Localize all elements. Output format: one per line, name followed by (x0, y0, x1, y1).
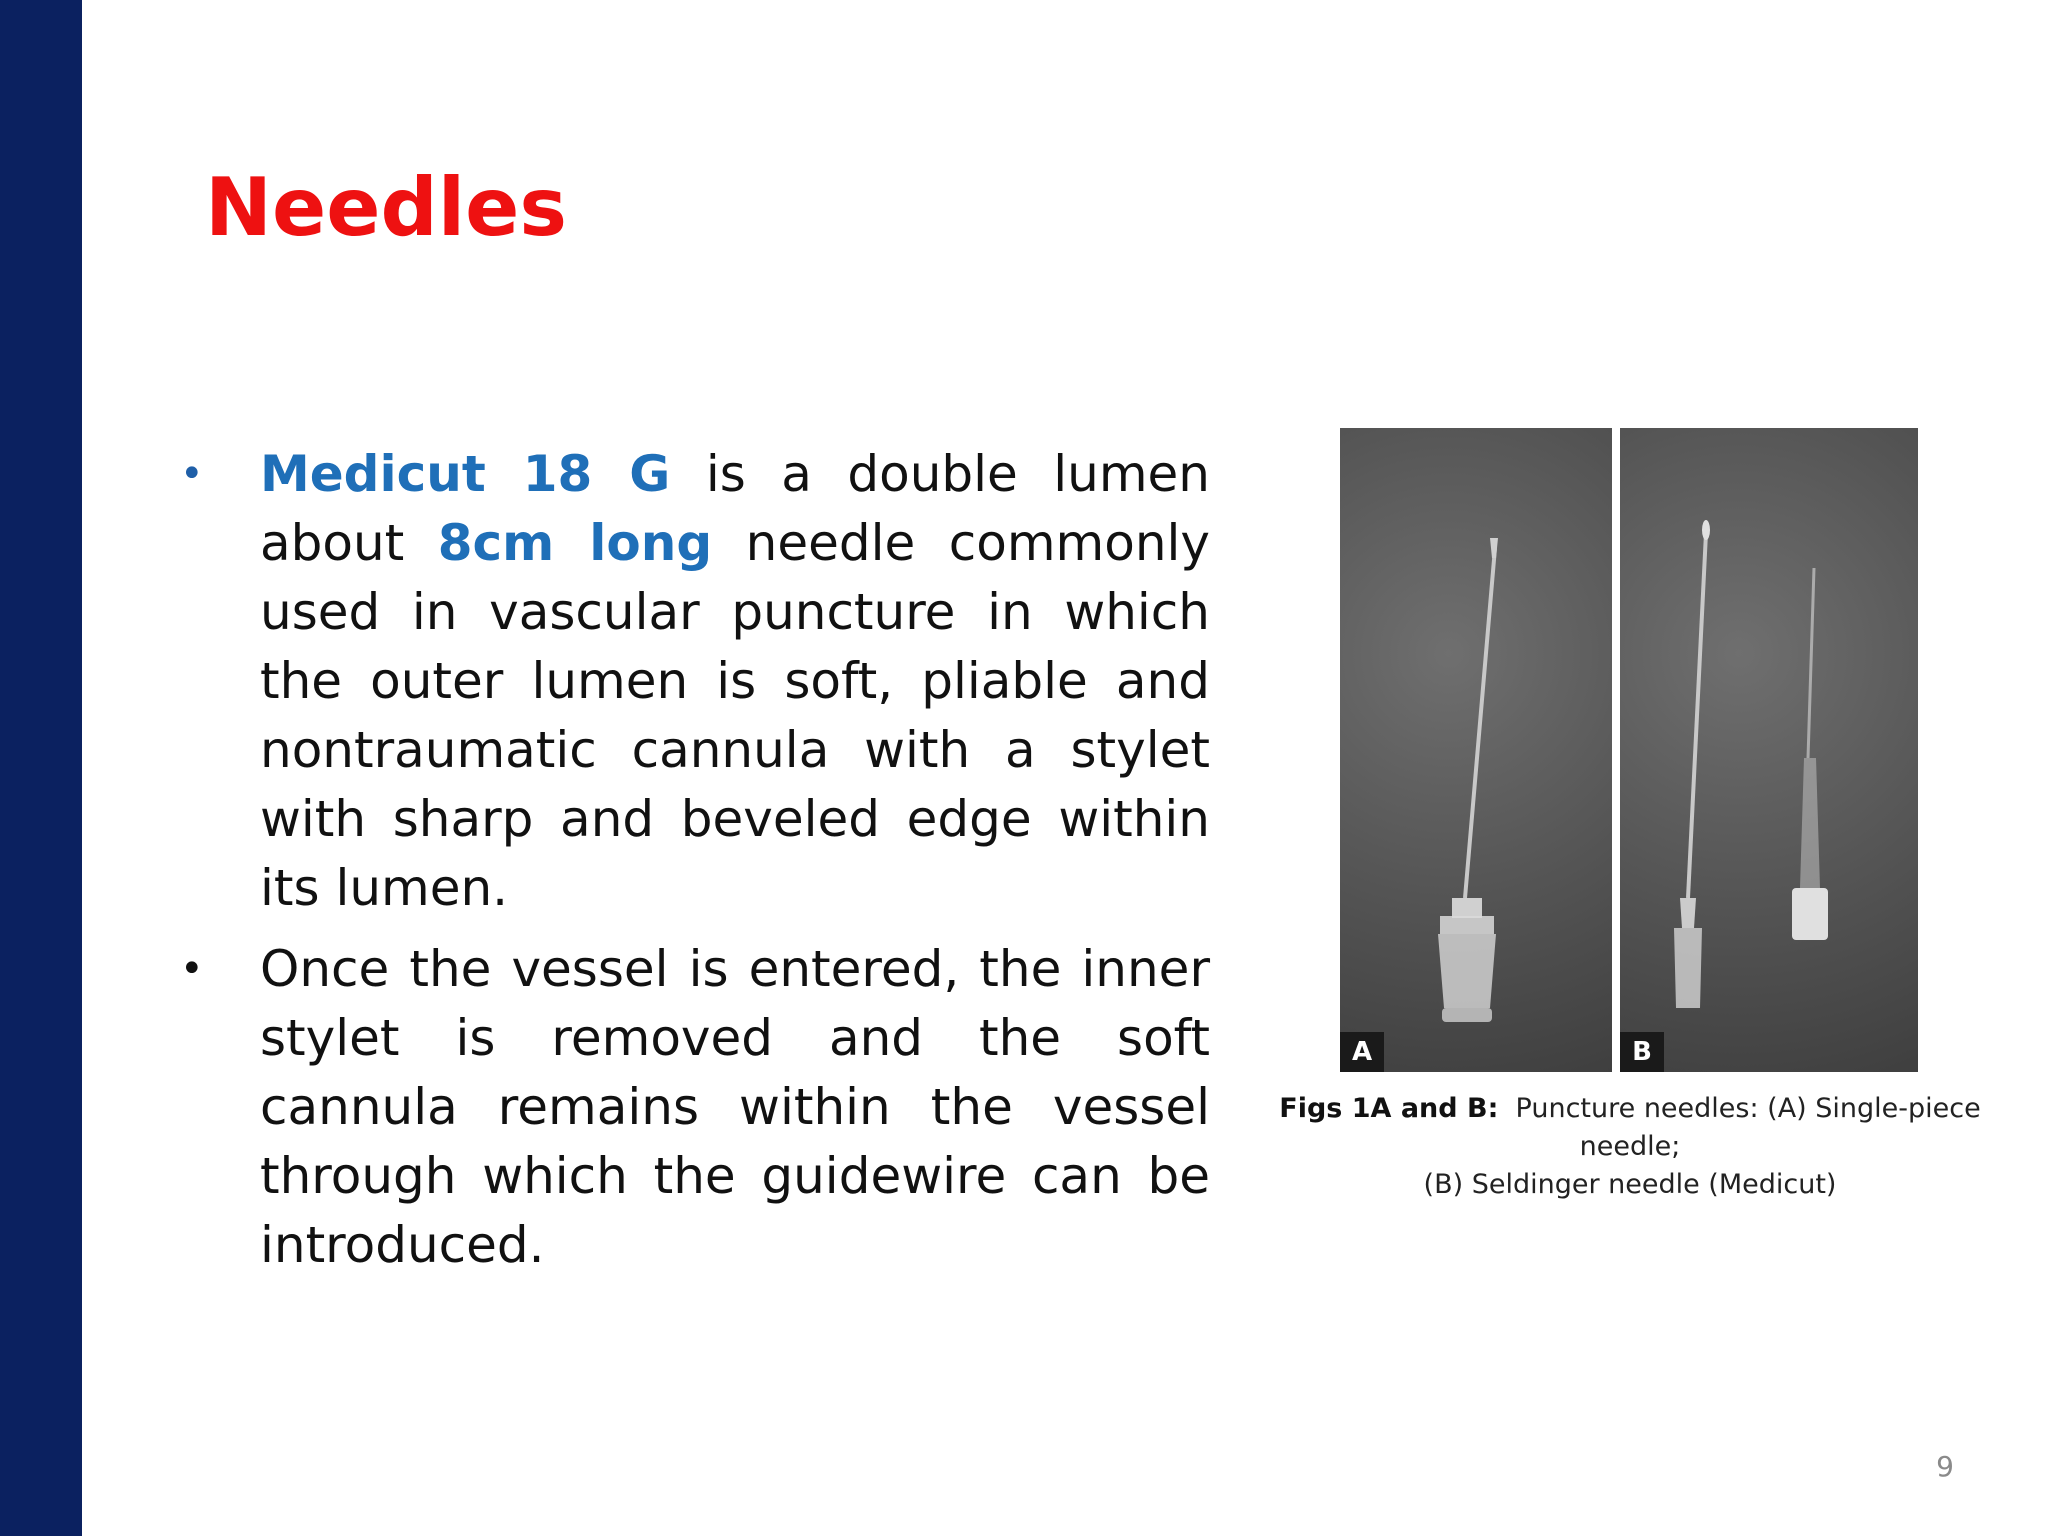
bullet-text-part: needle commonly used in vascular puncture in which the outer lumen is soft, pliable and nontraumatic cannula with a stylet with sharp and beveled edge within its lumen. (260, 514, 1210, 917)
photo-label-a: A (1340, 1032, 1384, 1072)
caption-line2: (B) Seldinger needle (Medicut) (1423, 1169, 1837, 1200)
highlight-medicut: Medicut 18 G (260, 445, 671, 503)
photo-single-piece-needle (1340, 428, 1612, 1072)
seldinger-needle-icon (1620, 428, 1918, 1072)
bullet-item-medicut (180, 440, 1210, 923)
bullet-dot-icon: • (180, 451, 204, 497)
highlight-length: 8cm long (437, 514, 713, 572)
left-accent-bar (0, 0, 82, 1536)
photo-label-b: B (1620, 1032, 1664, 1072)
bullet-dot-icon: • (180, 946, 204, 992)
bullet-text: Once the vessel is entered, the inner stylet is removed and the soft cannula remains within the vessel through which the guidewire can be introduced. (260, 940, 1210, 1274)
bullet-item-stylet (180, 935, 1210, 1280)
single-piece-needle-icon (1340, 428, 1612, 1072)
figure-caption (1255, 1090, 2005, 1204)
photo-seldinger-needle (1620, 428, 1918, 1072)
page-number: 9 (1936, 1450, 1954, 1483)
bullet-list (180, 440, 1210, 1292)
needle-figure (1340, 428, 1918, 1072)
caption-bold: Figs 1A and B: (1279, 1093, 1499, 1124)
caption-line1: Puncture needles: (A) Single-piece needle; (1515, 1093, 1981, 1162)
slide-title: Needles (205, 161, 568, 254)
bullet-text-part: is a double lumen about (260, 445, 1210, 572)
